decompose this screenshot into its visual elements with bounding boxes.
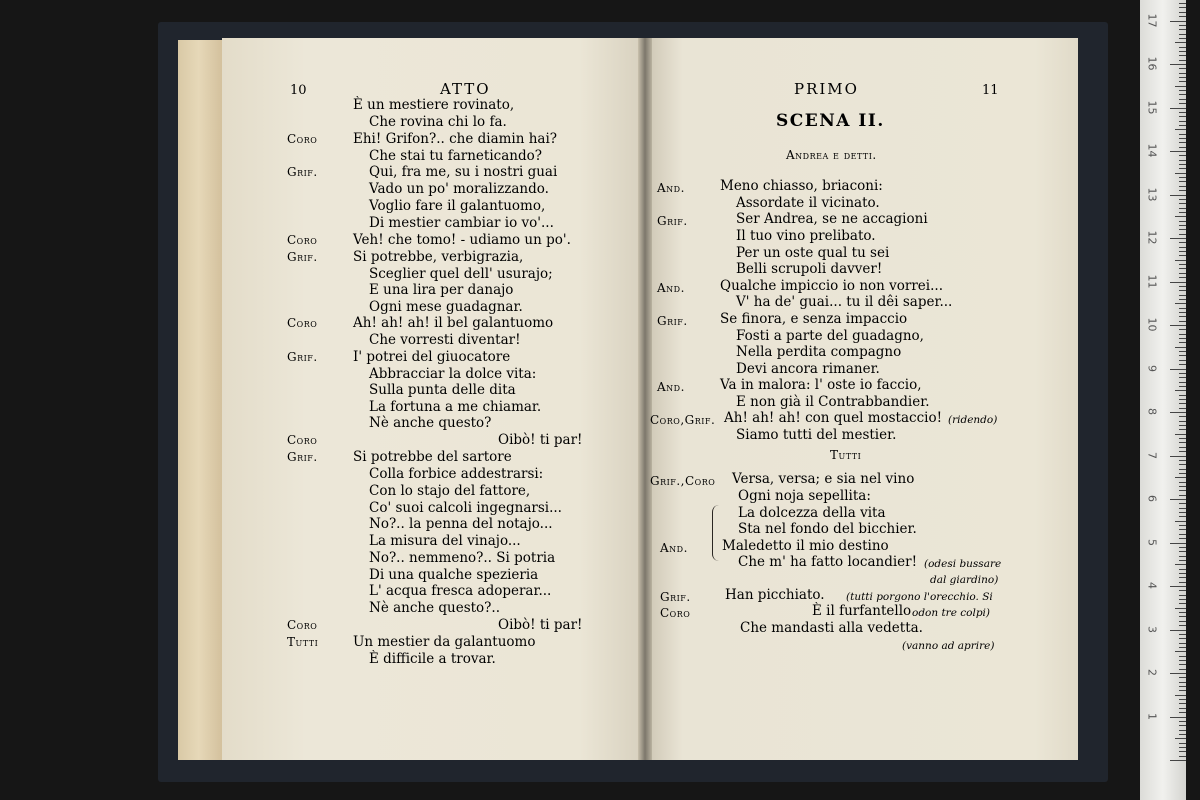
ruler-tick	[1179, 495, 1186, 496]
ruler-tick	[1179, 612, 1186, 613]
ruler-tick	[1179, 664, 1186, 665]
verse-line: Nella perdita compagno	[736, 344, 902, 360]
speaker-label: Coro	[287, 233, 318, 247]
section-heading: Tutti	[830, 448, 862, 462]
scene-title: SCENA II.	[776, 111, 885, 131]
ruler-number: 5	[1145, 538, 1159, 546]
ruler-tick	[1175, 129, 1186, 130]
speaker-label: Tutti	[287, 635, 319, 649]
ruler-tick	[1179, 355, 1186, 356]
ruler-number: 14	[1145, 143, 1159, 158]
ruler-tick	[1179, 212, 1186, 213]
ruler-tick	[1179, 690, 1186, 691]
ruler-tick	[1179, 730, 1186, 731]
ruler-number: 16	[1145, 56, 1159, 71]
ruler-tick	[1170, 369, 1186, 370]
ruler-tick	[1179, 55, 1186, 56]
ruler-tick	[1179, 712, 1186, 713]
ruler-number: 9	[1145, 364, 1159, 372]
ruler-tick	[1170, 412, 1186, 413]
ruler-tick	[1175, 303, 1186, 304]
book-gutter	[638, 38, 652, 760]
ruler-tick	[1170, 543, 1186, 544]
ruler-tick	[1179, 229, 1186, 230]
ruler-tick	[1179, 669, 1186, 670]
ruler-tick	[1179, 234, 1186, 235]
right-running-header: PRIMO	[794, 80, 859, 98]
ruler-tick	[1179, 408, 1186, 409]
verse-line: Qui, fra me, su i nostri guai	[369, 164, 558, 180]
ruler-number: 15	[1145, 100, 1159, 114]
ruler-tick	[1179, 686, 1186, 687]
ruler-tick	[1179, 134, 1186, 135]
ruler-tick	[1179, 121, 1186, 122]
speaker-label: Grif.	[657, 214, 688, 228]
ruler-tick	[1179, 416, 1186, 417]
ruler-number: 2	[1145, 669, 1159, 676]
ruler-tick	[1175, 564, 1186, 565]
verse-line: Con lo stajo del fattore,	[369, 483, 531, 499]
ruler-tick	[1179, 364, 1186, 365]
ruler-tick	[1179, 290, 1186, 291]
verse-line: Co' suoi calcoli ingegnarsi...	[369, 500, 562, 516]
verse-line: Il tuo vino prelibato.	[736, 228, 876, 244]
speaker-label: Coro	[660, 606, 691, 620]
verse-line: Qualche impiccio io non vorrei...	[720, 278, 943, 294]
ruler-tick	[1179, 660, 1186, 661]
ruler-tick	[1179, 73, 1186, 74]
ruler-tick	[1179, 168, 1186, 169]
ruler-tick	[1170, 64, 1186, 65]
speaker-label: Coro	[287, 132, 318, 146]
ruler-tick	[1175, 347, 1186, 348]
ruler-tick	[1179, 386, 1186, 387]
verse-line: Sta nel fondo del bicchier.	[738, 521, 917, 537]
ruler-tick	[1179, 503, 1186, 504]
stage-note: (odesi bussare	[924, 558, 1002, 570]
ruler-tick	[1179, 616, 1186, 617]
ruler-tick	[1179, 334, 1186, 335]
ruler-tick	[1179, 538, 1186, 539]
ruler-tick	[1170, 673, 1186, 674]
verse-line: È difficile a trovar.	[369, 651, 496, 667]
ruler-tick	[1179, 51, 1186, 52]
ruler-tick	[1179, 508, 1186, 509]
ruler-tick	[1179, 429, 1186, 430]
verse-line: Nè anche questo?..	[369, 600, 500, 616]
ruler-tick	[1179, 751, 1186, 752]
ruler-tick	[1179, 403, 1186, 404]
ruler-tick	[1179, 177, 1186, 178]
ruler-tick	[1179, 464, 1186, 465]
ruler-tick	[1179, 373, 1186, 374]
verse-line: Ogni mese guadagnar.	[369, 299, 523, 315]
ruler-tick	[1179, 268, 1186, 269]
ruler-tick	[1179, 351, 1186, 352]
ruler-tick	[1179, 556, 1186, 557]
ruler-tick	[1175, 173, 1186, 174]
ruler-tick	[1179, 721, 1186, 722]
ruler-tick	[1179, 242, 1186, 243]
verse-line: Che vorresti diventar!	[369, 332, 521, 348]
verse-line: È un mestiere rovinato,	[353, 97, 515, 113]
stage-note: (tutti porgono l'orecchio. Si	[846, 591, 993, 603]
verse-line: La dolcezza della vita	[738, 505, 886, 521]
stage-note: dal giardino)	[930, 574, 999, 586]
ruler-tick	[1179, 599, 1186, 600]
ruler-tick	[1179, 473, 1186, 474]
ruler-tick	[1179, 699, 1186, 700]
speaker-label: Grif.,Coro	[650, 474, 716, 488]
verse-line: Per un oste qual tu sei	[736, 245, 890, 261]
ruler-tick	[1179, 551, 1186, 552]
ruler-tick	[1179, 451, 1186, 452]
ruler-number: 3	[1145, 625, 1159, 633]
speaker-label: Coro,Grif.	[650, 413, 716, 427]
ruler-tick	[1175, 738, 1186, 739]
ruler-number: 4	[1145, 582, 1159, 589]
speaker-label: Grif.	[287, 250, 318, 264]
verse-line: Meno chiasso, briaconi:	[720, 178, 883, 194]
verse-line: E una lira per danajo	[369, 282, 514, 298]
ruler-tick	[1170, 238, 1186, 239]
speaker-label: Grif.	[660, 590, 691, 604]
ruler-tick	[1179, 3, 1186, 4]
verse-line: V' ha de' guai... tu il dêi saper...	[736, 294, 953, 310]
ruler-tick	[1179, 621, 1186, 622]
verse-line: Si potrebbe, verbigrazia,	[353, 249, 524, 265]
ruler-tick	[1179, 316, 1186, 317]
ruler-tick	[1179, 743, 1186, 744]
ruler-tick	[1170, 151, 1186, 152]
ruler-tick	[1179, 147, 1186, 148]
ruler-tick	[1179, 94, 1186, 95]
ruler-tick	[1175, 260, 1186, 261]
ruler-tick	[1175, 86, 1186, 87]
ruler-tick	[1170, 456, 1186, 457]
ruler-tick	[1179, 247, 1186, 248]
ruler-tick	[1179, 529, 1186, 530]
ruler-tick	[1179, 81, 1186, 82]
ruler-tick	[1179, 734, 1186, 735]
ruler-tick	[1179, 399, 1186, 400]
verse-line: No?.. la penna del notajo...	[369, 516, 553, 532]
ruler-tick	[1179, 338, 1186, 339]
ruler-tick	[1179, 377, 1186, 378]
ruler-tick	[1179, 708, 1186, 709]
verse-line: Che m' ha fatto locandier!	[738, 554, 918, 570]
verse-line: Di mestier cambiar io vo'...	[369, 215, 554, 231]
ruler-tick	[1179, 582, 1186, 583]
ruler-tick	[1179, 490, 1186, 491]
ruler-number: 6	[1145, 495, 1159, 502]
verse-line: Ah! ah! ah! con quel mostaccio!	[724, 410, 943, 426]
stage-note: (vanno ad aprire)	[902, 640, 995, 652]
ruler-tick	[1179, 34, 1186, 35]
ruler-tick	[1179, 160, 1186, 161]
ruler-tick	[1179, 534, 1186, 535]
ruler-tick	[1170, 21, 1186, 22]
ruler-tick	[1179, 643, 1186, 644]
verse-line: Nè anche questo?	[369, 415, 492, 431]
ruler-tick	[1179, 725, 1186, 726]
ruler-tick	[1170, 586, 1186, 587]
ruler-tick	[1179, 264, 1186, 265]
ruler-tick	[1179, 112, 1186, 113]
ruler-tick	[1175, 608, 1186, 609]
verse-line: L' acqua fresca adoperar...	[369, 583, 552, 599]
ruler-tick	[1179, 569, 1186, 570]
ruler-tick	[1179, 625, 1186, 626]
speaker-label: Coro	[287, 618, 318, 632]
ruler-tick	[1179, 225, 1186, 226]
ruler-tick	[1170, 760, 1186, 761]
speaker-label: And.	[657, 181, 685, 195]
verse-line: Si potrebbe del sartore	[353, 449, 512, 465]
speaker-label: Grif.	[287, 165, 318, 179]
ruler-tick	[1179, 342, 1186, 343]
ruler-number: 1	[1145, 712, 1159, 720]
ruler-tick	[1170, 195, 1186, 196]
ruler-tick	[1179, 203, 1186, 204]
ruler-tick	[1179, 382, 1186, 383]
ruler-tick	[1179, 60, 1186, 61]
ruler-tick	[1170, 282, 1186, 283]
ruler-tick	[1179, 634, 1186, 635]
ruler-tick	[1179, 395, 1186, 396]
verse-line: Ser Andrea, se ne accagioni	[736, 211, 928, 227]
ruler-number: 13	[1145, 187, 1159, 201]
ruler-tick	[1179, 29, 1186, 30]
verse-line: Ogni noja sepellita:	[738, 488, 871, 504]
ruler-tick	[1179, 703, 1186, 704]
ruler-tick	[1179, 647, 1186, 648]
left-page-number: 10	[290, 83, 307, 98]
ruler-tick	[1175, 521, 1186, 522]
ruler-tick	[1179, 7, 1186, 8]
ruler-tick	[1179, 208, 1186, 209]
ruler-number: 8	[1145, 408, 1159, 415]
verse-line: Maledetto il mio destino	[722, 538, 889, 554]
ruler-tick	[1179, 525, 1186, 526]
verse-line: Che rovina chi lo fa.	[369, 114, 507, 130]
ruler-tick	[1179, 103, 1186, 104]
ruler-tick	[1170, 717, 1186, 718]
left-running-header: ATTO	[440, 80, 491, 98]
ruler-tick	[1179, 577, 1186, 578]
ruler-tick	[1179, 90, 1186, 91]
ruler-tick	[1179, 360, 1186, 361]
ruler-tick	[1179, 295, 1186, 296]
ruler-tick	[1179, 321, 1186, 322]
verse-line: Che stai tu farneticando?	[369, 148, 542, 164]
ruler-number: 7	[1145, 451, 1159, 459]
verse-line: Siamo tutti del mestier.	[736, 427, 897, 443]
ruler-tick	[1179, 286, 1186, 287]
verse-line: Oibò! ti par!	[498, 617, 583, 633]
verse-line: I' potrei del giuocatore	[353, 349, 511, 365]
ruler-tick	[1175, 434, 1186, 435]
ruler-tick	[1179, 277, 1186, 278]
verse-line: Un mestier da galantuomo	[353, 634, 536, 650]
measuring-ruler	[1140, 0, 1186, 800]
ruler-tick	[1179, 99, 1186, 100]
verse-line: Va in malora: l' oste io faccio,	[720, 377, 922, 393]
stage-note: (ridendo)	[948, 414, 998, 426]
verse-line: Fosti a parte del guadagno,	[736, 328, 924, 344]
ruler-number: 17	[1145, 13, 1159, 27]
verse-line: Sulla punta delle dita	[369, 382, 516, 398]
ruler-tick	[1179, 190, 1186, 191]
ruler-tick	[1179, 512, 1186, 513]
speaker-label: Coro	[287, 433, 318, 447]
verse-line: Versa, versa; e sia nel vino	[732, 471, 915, 487]
ruler-tick	[1179, 442, 1186, 443]
verse-line: Veh! che tomo! - udiamo un po'.	[353, 232, 571, 248]
ruler-tick	[1179, 573, 1186, 574]
ruler-tick	[1179, 68, 1186, 69]
ruler-tick	[1179, 125, 1186, 126]
ruler-tick	[1179, 438, 1186, 439]
ruler-tick	[1179, 221, 1186, 222]
speaker-label: And.	[657, 380, 685, 394]
verse-line: Oibò! ti par!	[498, 432, 583, 448]
ruler-tick	[1175, 42, 1186, 43]
ruler-tick	[1179, 421, 1186, 422]
verse-line: Di una qualche spezieria	[369, 567, 539, 583]
ruler-tick	[1179, 486, 1186, 487]
ruler-tick	[1179, 595, 1186, 596]
speaker-label: And.	[657, 281, 685, 295]
ruler-tick	[1179, 181, 1186, 182]
ruler-tick	[1179, 25, 1186, 26]
stage-note: odon tre colpi)	[912, 607, 990, 619]
verse-line: E non già il Contrabbandier.	[736, 394, 930, 410]
ruler-number: 12	[1145, 230, 1159, 245]
verse-line: Belli scrupoli davver!	[736, 261, 883, 277]
ruler-tick	[1179, 138, 1186, 139]
ruler-tick	[1179, 447, 1186, 448]
ruler-tick	[1179, 77, 1186, 78]
ruler-tick	[1170, 325, 1186, 326]
ruler-number: 11	[1145, 274, 1159, 288]
ruler-tick	[1179, 164, 1186, 165]
ruler-tick	[1179, 38, 1186, 39]
verse-line: La fortuna a me chiamar.	[369, 399, 542, 415]
ruler-tick	[1179, 547, 1186, 548]
verse-line: Devi ancora rimaner.	[736, 361, 880, 377]
ruler-tick	[1179, 308, 1186, 309]
speaker-label: And.	[660, 541, 688, 555]
ruler-tick	[1170, 108, 1186, 109]
ruler-tick	[1179, 16, 1186, 17]
ruler-number: 10	[1145, 317, 1159, 332]
ruler-tick	[1170, 630, 1186, 631]
right-page-number: 11	[982, 83, 999, 98]
speaker-label: Grif.	[657, 314, 688, 328]
ruler-tick	[1179, 590, 1186, 591]
ruler-tick	[1179, 677, 1186, 678]
ruler-tick	[1179, 656, 1186, 657]
ruler-tick	[1179, 756, 1186, 757]
speaker-label: Grif.	[287, 450, 318, 464]
ruler-tick	[1179, 603, 1186, 604]
ruler-tick	[1179, 460, 1186, 461]
ruler-tick	[1179, 116, 1186, 117]
speaker-label: Coro	[287, 316, 318, 330]
verse-line: Colla forbice addestrarsi:	[369, 466, 544, 482]
ruler-tick	[1179, 516, 1186, 517]
ruler-tick	[1179, 312, 1186, 313]
ruler-tick	[1175, 695, 1186, 696]
ruler-tick	[1179, 12, 1186, 13]
verse-line: Che mandasti alla vedetta.	[740, 620, 923, 636]
ruler-tick	[1179, 155, 1186, 156]
ruler-tick	[1179, 469, 1186, 470]
ruler-tick	[1179, 638, 1186, 639]
ruler-tick	[1179, 299, 1186, 300]
ruler-tick	[1179, 142, 1186, 143]
verse-line: Abbracciar la dolce vita:	[369, 366, 537, 382]
verse-brace	[712, 505, 721, 561]
ruler-tick	[1179, 425, 1186, 426]
ruler-tick	[1179, 186, 1186, 187]
verse-line: Han picchiato.	[725, 587, 825, 603]
ruler-tick	[1179, 747, 1186, 748]
ruler-tick	[1175, 477, 1186, 478]
ruler-tick	[1179, 329, 1186, 330]
verse-line: È il furfantello	[812, 603, 912, 619]
ruler-tick	[1179, 255, 1186, 256]
verse-line: La misura del vinajo...	[369, 533, 521, 549]
ruler-tick	[1179, 482, 1186, 483]
verse-line: No?.. nemmeno?.. Si potria	[369, 550, 556, 566]
ruler-tick	[1179, 199, 1186, 200]
verse-line: Ah! ah! ah! il bel galantuomo	[353, 315, 554, 331]
verse-line: Se finora, e senza impaccio	[720, 311, 908, 327]
stage-direction: Andrea e detti.	[786, 148, 877, 162]
verse-line: Sceglier quel dell' usurajo;	[369, 266, 553, 282]
ruler-tick	[1179, 251, 1186, 252]
verse-line: Voglio fare il galantuomo,	[369, 198, 546, 214]
verse-line: Assordate il vicinato.	[736, 195, 880, 211]
ruler-tick	[1179, 273, 1186, 274]
speaker-label: Grif.	[287, 350, 318, 364]
ruler-tick	[1179, 47, 1186, 48]
verse-line: Ehi! Grifon?.. che diamin hai?	[353, 131, 558, 147]
ruler-tick	[1175, 651, 1186, 652]
ruler-tick	[1179, 682, 1186, 683]
ruler-tick	[1170, 499, 1186, 500]
verse-line: Vado un po' moralizzando.	[369, 181, 549, 197]
ruler-tick	[1179, 560, 1186, 561]
ruler-tick	[1175, 390, 1186, 391]
ruler-tick	[1175, 216, 1186, 217]
